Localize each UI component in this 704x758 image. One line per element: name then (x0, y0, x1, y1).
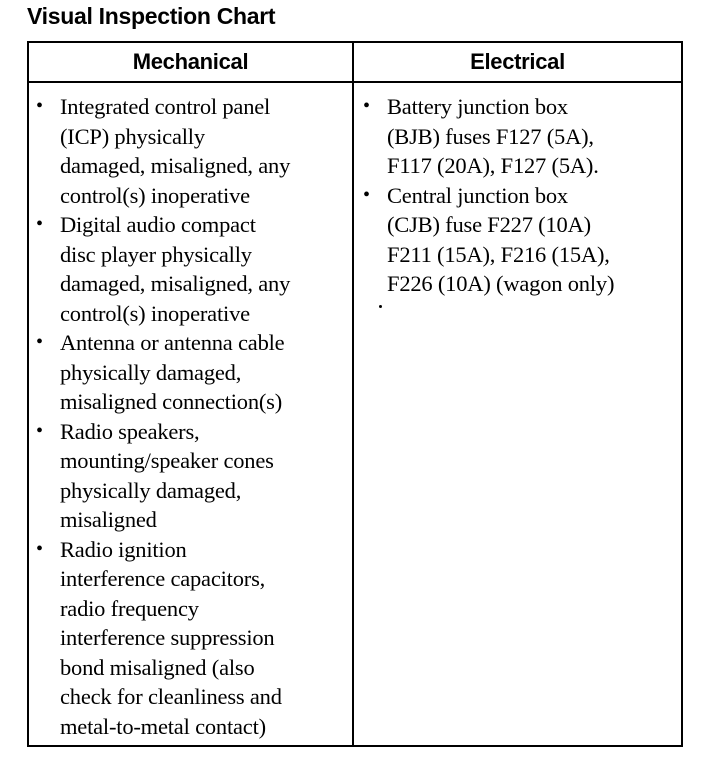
item-text-line: Radio speakers, (60, 418, 200, 444)
item-text-line: Radio ignition (60, 536, 187, 562)
header-row (28, 42, 682, 82)
item-text-line: physically damaged, (60, 359, 242, 385)
item-text-line: (ICP) physically (60, 123, 205, 149)
item-text-line: (BJB) fuses F127 (5A), (387, 123, 594, 149)
electrical-list-item (354, 181, 681, 299)
item-text-line: control(s) inoperative (60, 300, 250, 326)
mechanical-list-item (29, 535, 352, 742)
item-text-line: interference suppression (60, 625, 275, 650)
item-text-line: Digital audio compact (60, 212, 256, 237)
bullet-icon: • (363, 95, 370, 117)
mechanical-list (29, 83, 352, 741)
body-row (28, 82, 682, 746)
item-text-line: Central junction box (387, 182, 568, 208)
stray-dot-mark (379, 305, 382, 308)
mechanical-list-item (29, 210, 352, 328)
item-text-line: disc player physically (60, 241, 252, 267)
item-text-line: misaligned connection(s) (60, 389, 283, 414)
bullet-icon: • (36, 537, 43, 560)
header-electrical: Electrical (353, 42, 682, 82)
item-text-line: metal-to-metal contact) (60, 713, 266, 739)
item-text-line: Integrated control panel (60, 94, 271, 119)
item-text-line: F211 (15A), F216 (15A), (387, 241, 610, 267)
mechanical-cell (28, 82, 353, 746)
item-text-line: damaged, misaligned, any (60, 271, 291, 296)
bullet-icon: • (36, 419, 43, 442)
mechanical-list-item (29, 92, 352, 210)
item-text-line: bond misaligned (also (60, 654, 255, 680)
item-text-line: radio frequency (60, 595, 199, 621)
item-text-line: Battery junction box (387, 94, 568, 119)
item-text-line: interference capacitors, (60, 566, 266, 591)
bullet-icon: • (363, 183, 370, 206)
mechanical-list-item (29, 328, 352, 417)
header-mechanical: Mechanical (28, 42, 353, 82)
item-text-line: control(s) inoperative (60, 182, 250, 208)
item-text-line: F117 (20A), F127 (5A). (387, 153, 599, 178)
bullet-icon: • (36, 95, 43, 117)
bullet-icon: • (36, 213, 43, 235)
item-text-line: (CJB) fuse F227 (10A) (387, 212, 591, 237)
chart-title: Visual Inspection Chart (27, 3, 276, 29)
mechanical-list-item (29, 417, 352, 535)
electrical-list (354, 83, 681, 299)
electrical-list-item (354, 92, 681, 181)
item-text-line: damaged, misaligned, any (60, 153, 291, 178)
electrical-cell (353, 82, 682, 746)
item-text-line: Antenna or antenna cable (60, 330, 285, 355)
item-text-line: mounting/speaker cones (60, 448, 274, 473)
visual-inspection-table (27, 41, 683, 747)
item-text-line: misaligned (60, 507, 157, 532)
item-text-line: check for cleanliness and (60, 684, 282, 709)
item-text-line: F226 (10A) (wagon only) (387, 271, 615, 296)
bullet-icon: • (36, 331, 43, 353)
item-text-line: physically damaged, (60, 477, 242, 503)
